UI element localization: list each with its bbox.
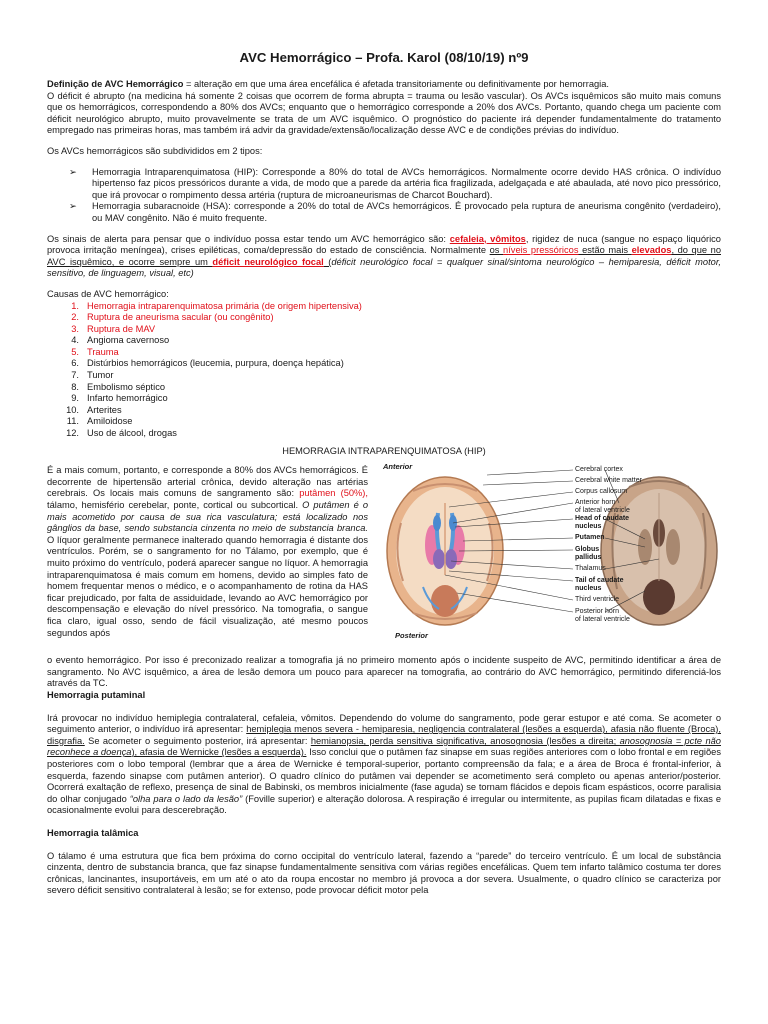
cause-text: Amiloidose <box>87 416 133 427</box>
hip-section <box>47 462 721 659</box>
abrupt-deficit-paragraph: O déficit é abrupto (na medicina há somente 2 coisas que ocorrem de forma abrupta = trauma ou lesão vascular). Os AVCs isquêmicos são muito mais comuns que os hemorrágicos, correspondendo a 80% dos AVCs; enquanto que o hemorrágico corresponde a 20% dos AVCs. Portanto, quando chega um paciente com déficit neurológico abrupto, muito provavelmente se trata de um AVC isquêmico. O prognóstico do paciente irá depender fundamentalmente do tratamento empregado nas primeiras horas, mas também irá advir da gravidade/extensão/localização desse AVC e de condições prévias do indivíduo. <box>47 90 721 136</box>
cause-item <box>47 301 721 313</box>
figure-label: Posterior horn <box>575 608 619 616</box>
figure-label: pallidus <box>575 554 602 562</box>
text-segment: Os sinais de alerta para pensar que o indivíduo possa estar tendo um AVC hemorrágico são: <box>47 233 450 244</box>
highlight-segment: putâmen (50%), <box>299 488 368 499</box>
text-segment: Isso conclui que o putâmen faz sinapse em suas regiões anteriores com o lobo frontal e em regiões posteriores com o lobo temporal (lembrar que a área de Wernicke é temporal-superior, portanto compreensão da fala; e a área de Broca é frontal-inferior, à esquerda, fazendo sinapse com putâmen anterior). O quadro clínico do putâmen vai depender se acometimento será completo ou apenas anterior/posterior. Ocorrerá exaltação de reflexo, presença de sinal de Babinski, os membros inicialmente (fase aguda) se tornam flácidos e depois ficam espásticos, ocorre paralisia do olhar conjugado <box>47 747 721 804</box>
hip-section-heading: HEMORRAGIA INTRAPARENQUIMATOSA (HIP) <box>282 445 486 456</box>
figure-label: of lateral ventricle <box>575 507 630 515</box>
figure-label: nucleus <box>575 585 602 593</box>
cause-text: Hemorragia intraparenquimatosa primária (de origem hipertensiva) <box>87 300 362 311</box>
text-segment: , rigidez de nuca (sangue no espaço liquórico provoca irritação meníngea), crises epiléticas, coma/depressão do estado de consciência. Normalmente <box>47 233 721 256</box>
putaminal-heading <box>47 690 721 702</box>
text-segment: (Foville superior) e alteração dolorosa. A respiração é irregular ou intermitente, as pupilas ficam dilatadas e fixas e ocasionalmente evolui para descerebração. <box>47 793 722 816</box>
cause-item <box>47 428 721 440</box>
highlight-segment: cefaleia, vômitos <box>449 233 526 244</box>
figure-label: Putamen <box>575 534 605 542</box>
subdivision-list <box>47 167 721 225</box>
cause-text: Trauma <box>87 346 119 357</box>
definition-lead: Definição de AVC Hemorrágico <box>47 79 184 89</box>
italic-segment: “olha para o lado da lesão” <box>129 793 243 804</box>
warning-signs-paragraph <box>47 234 721 280</box>
figure-label-posterior: Posterior <box>395 631 428 641</box>
text-segment: Irá provocar no indivíduo hemiplegia contralateral, cefaleia, vômitos. Dependendo do volume do sangramento, pode gerar estupor e até coma. Se acometer o seguimento anterior, o indivíduo irá apresentar: <box>47 712 721 735</box>
cause-number: 10. <box>66 404 79 415</box>
italic-segment: déficit neurológico focal = qualquer sinal/sintoma neurológico – hemiparesia, déficit motor, sensitivo, de linguagem, visual, etc) <box>47 256 721 279</box>
causes-list <box>47 301 721 440</box>
figure-label: Tail of caudate <box>575 577 624 585</box>
highlight-segment: déficit neurológico focal <box>212 256 324 267</box>
cause-text: Angioma cavernoso <box>87 335 170 346</box>
subdivision-intro: Os AVCs hemorrágicos são subdivididos em 2 tipos: <box>47 145 263 156</box>
cause-number: 7. <box>71 370 79 381</box>
cause-text: Tumor <box>87 370 114 381</box>
arrow-bullet-icon: ➢ <box>69 166 77 177</box>
figure-label: Corpus callosum <box>575 488 628 496</box>
cause-text: Infarto hemorrágico <box>87 393 168 404</box>
italic-segment: O putâmen é o mais acometido por causa de sua rica vasculatura; está localizado nos gânglios da base, sendo substancia cinzenta no meio de substancia branca. <box>47 500 368 534</box>
document-page <box>47 50 721 897</box>
heading-text: Hemorragia putaminal <box>47 690 146 700</box>
underlined-segment: hemianopsia, perda sensitiva significativa, anosognosia (lesões a direita; <box>310 735 620 746</box>
putaminal-paragraph <box>47 713 721 817</box>
highlight-segment: níveis pressóricos <box>503 245 579 256</box>
definition-text: = alteração em que uma área encefálica é afetada transitoriamente ou definitivamente por hemorragia. <box>183 79 609 89</box>
cause-item <box>47 335 721 347</box>
text-segment: É a mais comum, portanto, e corresponde a 80% dos AVCs hemorrágicos. É decorrente de hipertensão arterial crônica, devido alteração nas artérias cerebrais. Os locais mais comuns de sangramento são: <box>47 465 368 499</box>
list-item <box>47 201 721 224</box>
cause-item <box>47 347 721 359</box>
list-item <box>47 167 721 202</box>
document-title: AVC Hemorrágico – Profa. Karol (08/10/19) nº9 <box>239 50 529 65</box>
figure-label: of lateral ventricle <box>575 616 630 624</box>
underlined-segment: , do que no AVC isquêmico, e ocorre sempre um <box>47 245 721 267</box>
figure-label: Cerebral cortex <box>575 466 623 474</box>
highlight-segment: elevados <box>631 245 672 256</box>
underlined-segment: estão mais <box>578 245 632 256</box>
cause-text: Embolismo séptico <box>87 381 166 392</box>
causes-intro: Causas de AVC hemorrágico: <box>47 288 169 299</box>
cause-item <box>47 312 721 324</box>
hip-paragraph-continued: o evento hemorrágico. Por isso é preconizado realizar a tomografia já no primeiro momento após o incidente suspeito de AVC, permitindo identificar a área de sangramento. No AVC isquêmico, a área de lesão demora um pouco para aparecer na tomografia, ao contrário do AVC hemorrágico, permitindo diferenciá-los através da TC. <box>47 655 721 689</box>
text-segment: O líquor geralmente permanece inalterado quando hemorragia é distante dos ventrículos. Porém, se o sangramento for no Tálamo, por exemplo, que é muito próximo do ventrículo, poderá aparecer sangue no líquor. A hemorragia intraparenquimatosa é mais comum em homens, devido ao simples fato de homem frequentar menos o médico, e o acompanhamento de rotina da HAS ficar prejudicado, por falta de assiduidade, levando ao AVC hemorrágico por descompensação e elevação do nível pressórico. Na tomografia, o sangue fica claro, igual osso, sendo de fácil visualização, até mesmo poucos segundos após <box>47 534 368 638</box>
cause-item <box>47 382 721 394</box>
thalamic-heading <box>47 828 721 840</box>
figure-label: Globus <box>575 546 600 554</box>
cause-number: 2. <box>71 312 79 323</box>
cause-text: Ruptura de aneurisma sacular (ou congênito) <box>87 312 274 323</box>
cause-number: 11. <box>66 416 79 427</box>
cause-text: Arterites <box>87 404 122 415</box>
cause-number: 1. <box>71 300 79 311</box>
list-item-text: Hemorragia subaracnoide (HSA): corresponde a 20% do total de AVCs hemorrágicos. É provocado pela ruptura de aneurisma congênito (verdadeiro), ou MAV congênito. Não é muito frequente. <box>92 201 721 223</box>
cause-number: 4. <box>71 335 79 346</box>
cause-item <box>47 370 721 382</box>
cause-text: Uso de álcool, drogas <box>87 428 177 439</box>
cause-item <box>47 416 721 428</box>
underlined-segment: ( <box>323 256 332 267</box>
hip-paragraph <box>47 465 368 639</box>
list-item-text: Hemorragia Intraparenquimatosa (HIP): Corresponde a 80% do total de AVCs hemorrágicos. Normalmente ocorre devido HAS crônica. O indivíduo hipertenso faz picos pressóricos durante a vida, de modo que a parede da artéria fica fragilizada, adelgaçada e até abaulada, até novo pico pressórico, que irá provocar o rompimento dessa artéria (ruptura de microaneurismas de Charcot Bouchard). <box>92 166 721 200</box>
text-segment: Se acometer o seguimento posterior, irá apresentar: <box>84 735 311 746</box>
cause-text: Distúrbios hemorrágicos (leucemia, purpura, doença hepática) <box>87 358 344 369</box>
figure-label: Thalamus <box>575 565 606 573</box>
brain-section-figure <box>383 463 721 641</box>
brain-illustration <box>383 463 721 641</box>
figure-label: Head of caudate <box>575 515 630 523</box>
text-segment: tálamo, hemisfério cerebelar, ponte, cortical ou subcortical. <box>47 500 303 510</box>
cause-text: Ruptura de MAV <box>87 323 156 334</box>
underlined-segment: hemiplegia menos severa - hemiparesia, negligencia contralateral (lesões a esquerda), afasia não fluente (Broca), disgrafia. <box>47 724 721 746</box>
figure-label-anterior: Anterior <box>383 462 413 472</box>
cause-item <box>47 393 721 405</box>
definition-paragraph <box>47 79 721 91</box>
cause-item <box>47 358 721 370</box>
heading-text: Hemorragia talâmica <box>47 827 139 838</box>
underlined-segment: ), afasia de Wernicke (lesões a esquerda). <box>131 747 307 758</box>
cause-item <box>47 405 721 417</box>
cause-item <box>47 324 721 336</box>
cause-number: 5. <box>71 346 79 357</box>
figure-label: Cerebral white matter <box>575 477 642 485</box>
cause-number: 12. <box>66 428 79 439</box>
underlined-italic-segment: anosognosia = pcte não reconhece a doença <box>47 735 721 758</box>
cause-number: 6. <box>71 358 79 369</box>
underlined-segment: os <box>489 245 504 256</box>
thalamic-paragraph: O tálamo é uma estrutura que fica bem próxima do corno occipital do ventrículo lateral, fazendo a “parede” do terceiro ventrículo. É um local de substância cinzenta, dentro de substancia branca, que faz sinapse fundamentalmente sensitiva com várias regiões encefálicas. Quem tem infarto talâmico costuma ter dores crônicas, lancinantes, insuportáveis, em um até o ato da roupa encostar no membro já provoca a dor severa. Usualmente, o quadro clínico se caracteriza por severo déficit sensitivo contralateral à lesão; se for extenso, pode provocar déficit motor pela <box>47 850 721 896</box>
arrow-bullet-icon: ➢ <box>69 201 77 212</box>
figure-label: Anterior horn <box>575 499 616 507</box>
figure-label: nucleus <box>575 523 602 531</box>
figure-label: Third ventricle <box>575 596 619 604</box>
cause-number: 9. <box>71 393 79 404</box>
cause-number: 3. <box>71 323 79 334</box>
cause-number: 8. <box>71 381 79 392</box>
